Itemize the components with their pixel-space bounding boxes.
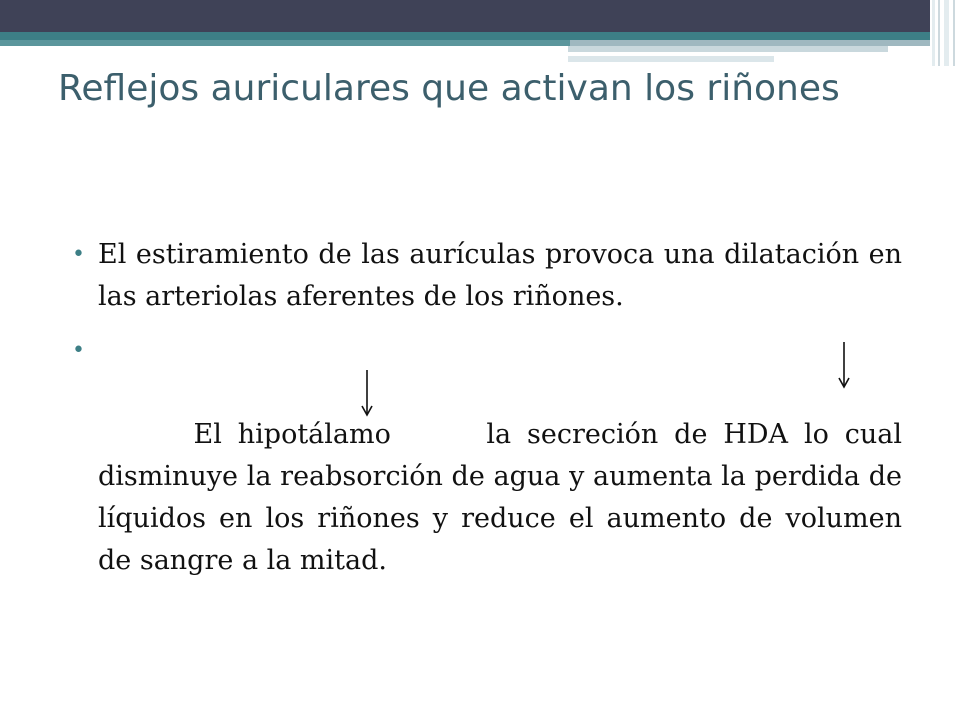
bullet-text-2: El hipotálamo la secreción de HDA lo cual disminuye la reabsorción de agua y aumenta la perdida de líquidos en los riñones y reduce el aumento de volumen de sangre a la mitad. (98, 419, 911, 576)
header-bar-pale (568, 46, 888, 52)
down-arrow-icon (360, 368, 374, 418)
bullet-item-2 (72, 330, 911, 624)
slide-title: Reflejos auriculares que activan los riñones (58, 68, 840, 109)
bullet-item-1 (72, 234, 902, 318)
header-bar-dark (0, 0, 960, 32)
down-arrow-icon (837, 340, 851, 390)
bullet-list (72, 234, 911, 636)
bullet-marker: • (72, 338, 85, 363)
corner-stripes (930, 0, 960, 66)
bullet-marker: • (72, 242, 85, 267)
header-bar-teal (0, 32, 930, 40)
header-bar-pale-2 (568, 56, 774, 62)
header-bar-teal-left (0, 40, 570, 46)
bullet-text-1: El estiramiento de las aurículas provoca una dilatación en las arteriolas aferentes de los riñones. (98, 239, 902, 312)
